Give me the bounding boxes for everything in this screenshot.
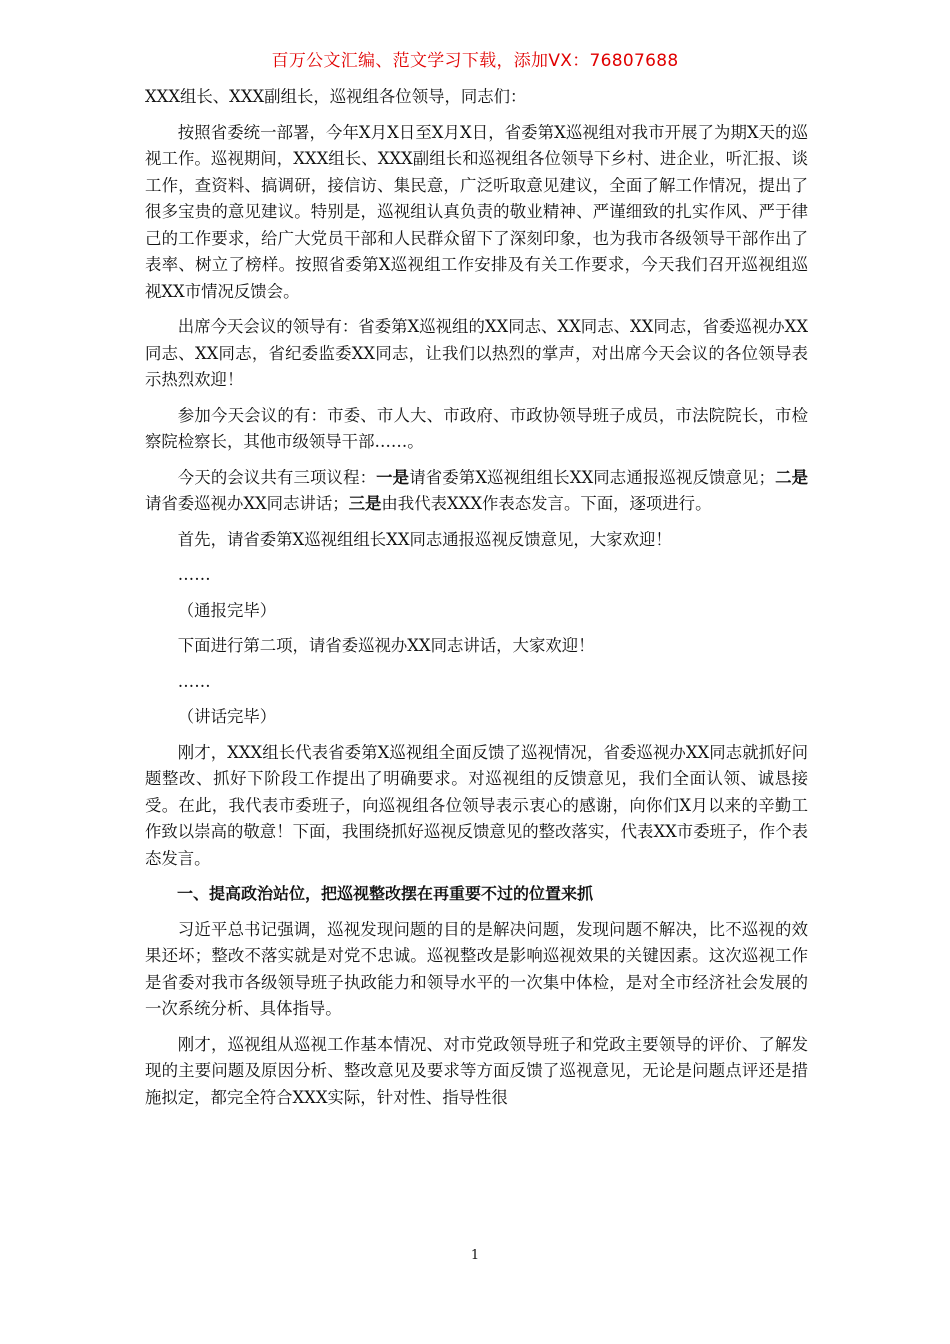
salutation: XXX组长、XXX副组长，巡视组各位领导，同志们：: [145, 87, 527, 106]
stage-note: （通报完毕）: [177, 600, 277, 620]
agenda-item2-label: 二是: [774, 467, 809, 487]
document-body: [145, 84, 808, 1120]
ellipsis: ……: [177, 671, 211, 691]
section-heading: 一、提高政治站位，把巡视整改摆在再重要不过的位置来抓: [177, 884, 594, 903]
agenda-item3-label: 三是: [348, 494, 382, 513]
stage-note: （讲话完毕）: [177, 707, 277, 726]
agenda-item2-text: 请省委巡视办XX同志讲话；: [145, 494, 349, 513]
agenda-item1-text: 请省委第X巡视组组长XX同志通报巡视反馈意见；: [409, 467, 775, 487]
paragraph: 习近平总书记强调，巡视发现问题的目的是解决问题，发现问题不解决，比不巡视的效果还坏；整改不落实就是对党不忠诚。巡视整改是影响巡视效果的关键因素。这次巡视工作是省委对我市各级领导班子执政能力和领导水平的一次集中体检，是对全市经济社会发展的一次系统分析、具体指导。: [145, 919, 808, 1018]
paragraph: 参加今天会议的有：市委、市人大、市政府、市政协领导班子成员，市法院院长，市检察院检察长，其他市级领导干部……。: [145, 405, 808, 451]
agenda-item3-text: 由我代表XXX作表态发言。下面，逐项进行。: [381, 494, 712, 513]
paragraph: 刚才，XXX组长代表省委第X巡视组全面反馈了巡视情况，省委巡视办XX同志就抓好问题整改、抓好下阶段工作提出了明确要求。对巡视组的反馈意见，我们全面认领、诚恳接受。在此，我代表市委班子，向巡视组各位领导表示衷心的感谢，向你们X月以来的辛勤工作致以崇高的敬意！下面，我围绕抓好巡视反馈意见的整改落实，代表XX市委班子，作个表态发言。: [145, 742, 808, 868]
page-number: 1: [470, 1248, 480, 1263]
paragraph: 按照省委统一部署，今年X月X日至X月X日，省委第X巡视组对我市开展了为期X天的巡视工作。巡视期间，XXX组长、XXX副组长和巡视组各位领导下乡村、进企业，听汇报、谈工作，查资料、搞调研，接信访、集民意，广泛听取意见建议，全面了解工作情况，提出了很多宝贵的意见建议。特别是，巡视组认真负责的敬业精神、严谨细致的扎实作风、严于律己的工作要求，给广大党员干部和人民群众留下了深刻印象，也为我市各级领导干部作出了表率、树立了榜样。按照省委第X巡视组工作安排及有关工作要求，今天我们召开巡视组巡视XX市情况反馈会。: [145, 122, 808, 301]
paragraph: 首先，请省委第X巡视组组长XX同志通报巡视反馈意见，大家欢迎！: [177, 529, 672, 549]
agenda-item1-label: 一是: [376, 467, 410, 487]
paragraph: 刚才，巡视组从巡视工作基本情况、对市党政领导班子和党政主要领导的评价、了解发现的主要问题及原因分析、整改意见及要求等方面反馈了巡视意见，无论是问题点评还是措施拟定，都完全符合XXX实际，针对性、指导性很: [145, 1034, 808, 1107]
ellipsis: ……: [177, 565, 211, 584]
agenda-intro: 今天的会议共有三项议程：: [177, 467, 377, 487]
agenda-paragraph: [145, 465, 808, 518]
paragraph: 下面进行第二项，请省委巡视办XX同志讲话，大家欢迎！: [177, 636, 595, 655]
header-banner: 百万公文汇编、范文学习下载，添加VX：76807688: [271, 51, 679, 71]
paragraph: 出席今天会议的领导有：省委第X巡视组的XX同志、XX同志、XX同志，省委巡视办XX同志、XX同志，省纪委监委XX同志，让我们以热烈的掌声，对出席今天会议的各位领导表示热烈欢迎！: [145, 317, 808, 389]
